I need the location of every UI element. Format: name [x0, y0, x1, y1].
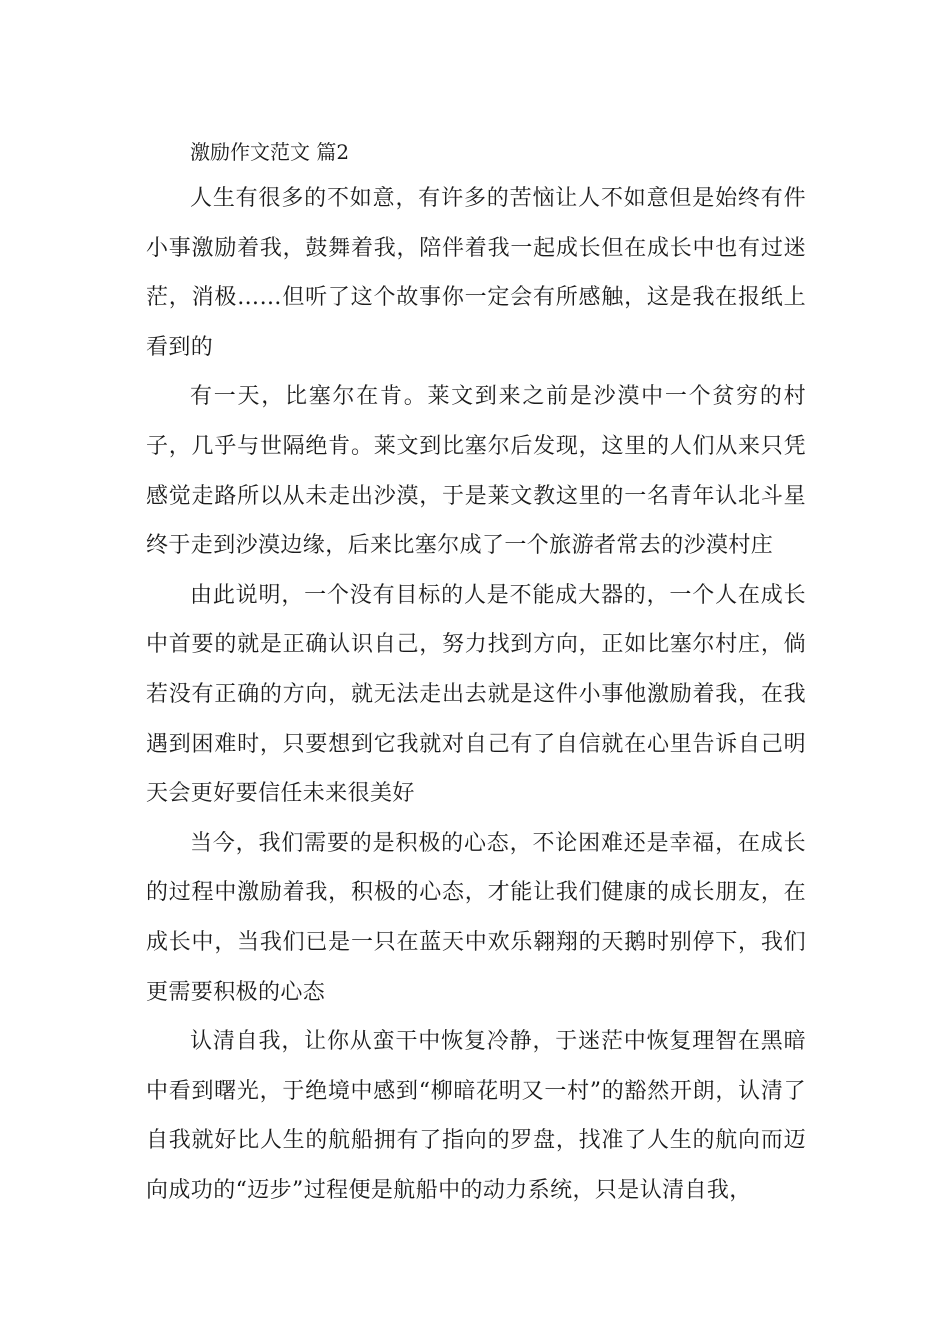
- paragraph-1: 人生有很多的不如意，有许多的苦恼让人不如意但是始终有件小事激励着我，鼓舞着我，陪伴着我一起成长但在成长中也有过迷茫，消极……但听了这个故事你一定会有所感触，这是我在报纸上看到的: [146, 186, 806, 360]
- paragraph-4: 当今，我们需要的是积极的心态，不论困难还是幸福，在成长的过程中激励着我，积极的心态，才能让我们健康的成长朋友，在成长中，当我们已是一只在蓝天中欢乐翱翔的天鹅时别停下，我们更需要积极的心态: [146, 830, 806, 1005]
- paragraph-3: 由此说明，一个没有目标的人是不能成大器的，一个人在成长中首要的就是正确认识自己，努力找到方向，正如比塞尔村庄，倘若没有正确的方向，就无法走出去就是这件小事他激励着我，在我遇到困难时，只要想到它我就对自己有了自信就在心里告诉自己明天会更好要信任未来很美好: [146, 582, 806, 807]
- paragraph-5: 认清自我，让你从蛮干中恢复冷静，于迷茫中恢复理智在黑暗中看到曙光，于绝境中感到“柳暗花明又一村”的豁然开朗，认清了自我就好比人生的航船拥有了指向的罗盘，找准了人生的航向而迈向成功的“迈步”过程便是航船中的动力系统，只是认清自我，: [146, 1029, 806, 1203]
- document-body: [146, 130, 806, 1215]
- essay-title: 激励作文范文 篇2: [190, 140, 350, 164]
- paragraph-2: 有一天，比塞尔在肯。莱文到来之前是沙漠中一个贫穷的村子，几乎与世隔绝肯。莱文到比塞尔后发现，这里的人们从来只凭感觉走路所以从未走出沙漠，于是莱文教这里的一名青年认北斗星终于走到沙漠边缘，后来比塞尔成了一个旅游者常去的沙漠村庄: [146, 384, 806, 559]
